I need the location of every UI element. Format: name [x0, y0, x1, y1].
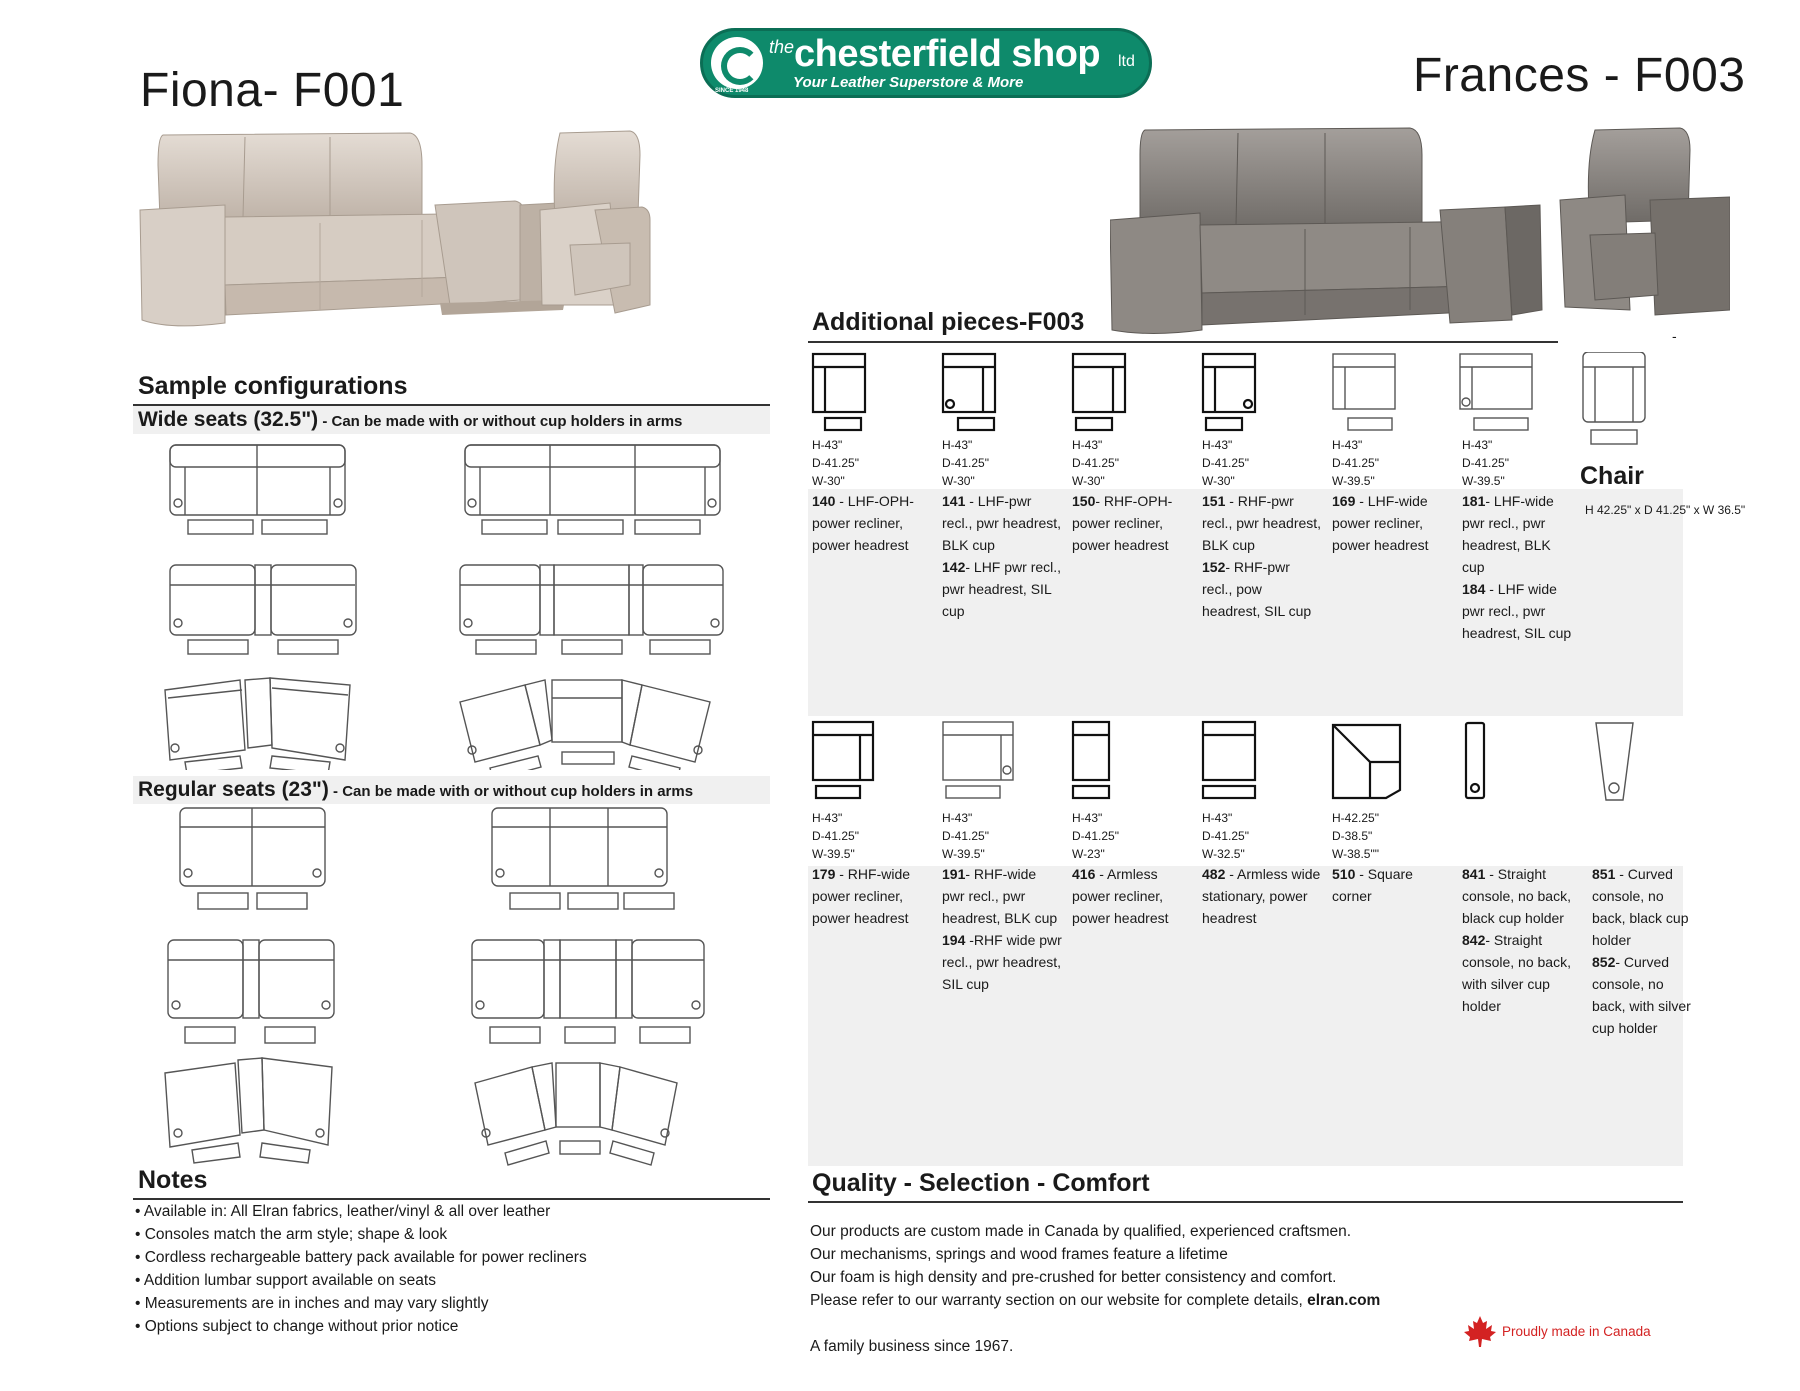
logo-c-icon	[711, 37, 763, 89]
sample-configurations-heading: Sample configurations	[138, 372, 408, 400]
quality-text	[810, 1220, 1570, 1358]
frances-sofa	[1110, 128, 1542, 334]
dash-mark: -	[1672, 328, 1677, 344]
logo-ltd: ltd	[1118, 53, 1135, 70]
fiona-chair	[540, 131, 650, 313]
chair-label: Chair	[1580, 462, 1644, 490]
piece-191-194: H-43" D-41.25" W-39.5" 191- RHF-wide pwr recl., pwr headrest, BLK cup 194 -RHF wide pwr recl., pwr headrest, SIL cup	[942, 811, 1062, 992]
piece-140: H-43" D-41.25" W-30" 140 - LHF-OPH-power recliner, power headrest	[812, 438, 914, 553]
made-in-canada-text: Proudly made in Canada	[1502, 1324, 1651, 1339]
piece-150: H-43" D-41.25" W-30" 150- RHF-OPH-power recliner, power headrest	[1072, 438, 1173, 553]
additional-pieces-heading: Additional pieces-F003	[812, 308, 1085, 336]
piece-141-142: H-43" D-41.25" W-30" 141 - LHF-pwr recl., pwr headrest, BLK cup 142- LHF pwr recl., pwr headrest, SIL cup	[942, 438, 1062, 619]
quality-line: Our products are custom made in Canada by qualified, experienced craftsmen.	[810, 1223, 1352, 1240]
piece-510: H-42.25" D-38.5" W-38.5"" 510 - Square corner	[1332, 811, 1413, 904]
quality-line: Our mechanisms, springs and wood frames feature a lifetime	[810, 1246, 1228, 1263]
frances-product-photo	[1110, 125, 1730, 340]
logo-the: the	[769, 37, 795, 57]
piece-851-852: 851 - Curved console, no back, black cup holder 852- Curved console, no back, with silver cup holder	[1592, 866, 1691, 1036]
maple-leaf-icon	[1462, 1314, 1498, 1348]
notes-heading: Notes	[138, 1166, 208, 1194]
frances-title: Frances - F003	[1413, 49, 1746, 102]
wide-configurations-diagram	[160, 440, 730, 770]
wide-seats-heading: Wide seats (32.5") - Can be made with or without cup holders in arms	[138, 408, 683, 431]
logo-since: SINCE 1948	[715, 88, 749, 94]
note-item: • Options subject to change without prior notice	[135, 1315, 587, 1338]
divider	[808, 1201, 1683, 1203]
note-item: • Consoles match the arm style; shape & look	[135, 1223, 587, 1246]
fiona-sofa	[140, 133, 568, 326]
note-item: • Available in: All Elran fabrics, leather/vinyl & all over leather	[135, 1200, 587, 1223]
note-item: • Measurements are in inches and may vary slightly	[135, 1292, 587, 1315]
note-item: • Addition lumbar support available on seats	[135, 1269, 587, 1292]
quality-heading: Quality - Selection - Comfort	[812, 1169, 1150, 1197]
quality-line: Our foam is high density and pre-crushed for better consistency and comfort.	[810, 1269, 1337, 1286]
piece-181-184: H-43" D-41.25" W-39.5" 181- LHF-wide pwr recl., pwr headrest, BLK cup 184 - LHF wide pwr recl., pwr headrest, SIL cup	[1462, 438, 1572, 641]
regular-seats-heading: Regular seats (23") - Can be made with or without cup holders in arms	[138, 778, 694, 801]
notes-list	[135, 1200, 587, 1338]
elran-link[interactable]: elran.com	[1307, 1292, 1381, 1309]
logo-name: chesterfield shop	[794, 33, 1101, 75]
piece-416: H-43" D-41.25" W-23" 416 - Armless power recliner, power headrest	[1072, 811, 1169, 926]
note-item: • Cordless rechargeable battery pack available for power recliners	[135, 1246, 587, 1269]
regular-configurations-diagram	[160, 805, 730, 1170]
warranty-line: Please refer to our warranty section on our website for complete details, elran.com	[810, 1292, 1381, 1309]
piece-151-152: H-43" D-41.25" W-30" 151 - RHF-pwr recl., pwr headrest, BLK cup 152- RHF-pwr recl., pow headrest, SIL cup	[1202, 438, 1322, 619]
chair-dims: H 42.25" x D 41.25" x W 36.5"	[1585, 503, 1746, 517]
piece-169: H-43" D-41.25" W-39.5" 169 - LHF-wide power recliner, power headrest	[1332, 438, 1429, 553]
brand-logo	[700, 28, 1152, 98]
logo-tagline: Your Leather Superstore & More	[793, 74, 1024, 91]
family-line: A family business since 1967.	[810, 1338, 1014, 1355]
divider	[808, 341, 1558, 343]
fiona-product-photo	[130, 125, 760, 340]
piece-841-842: 841 - Straight console, no back, black cup holder 842- Straight console, no back, with silver cup holder	[1462, 866, 1571, 1014]
frances-chair	[1560, 128, 1730, 315]
fiona-title: Fiona- F001	[140, 64, 405, 117]
piece-482: H-43" D-41.25" W-32.5" 482 - Armless wide stationary, power headrest	[1202, 811, 1321, 926]
piece-179: H-43" D-41.25" W-39.5" 179 - RHF-wide power recliner, power headrest	[812, 811, 911, 926]
pieces-row2-icons	[808, 720, 1688, 810]
